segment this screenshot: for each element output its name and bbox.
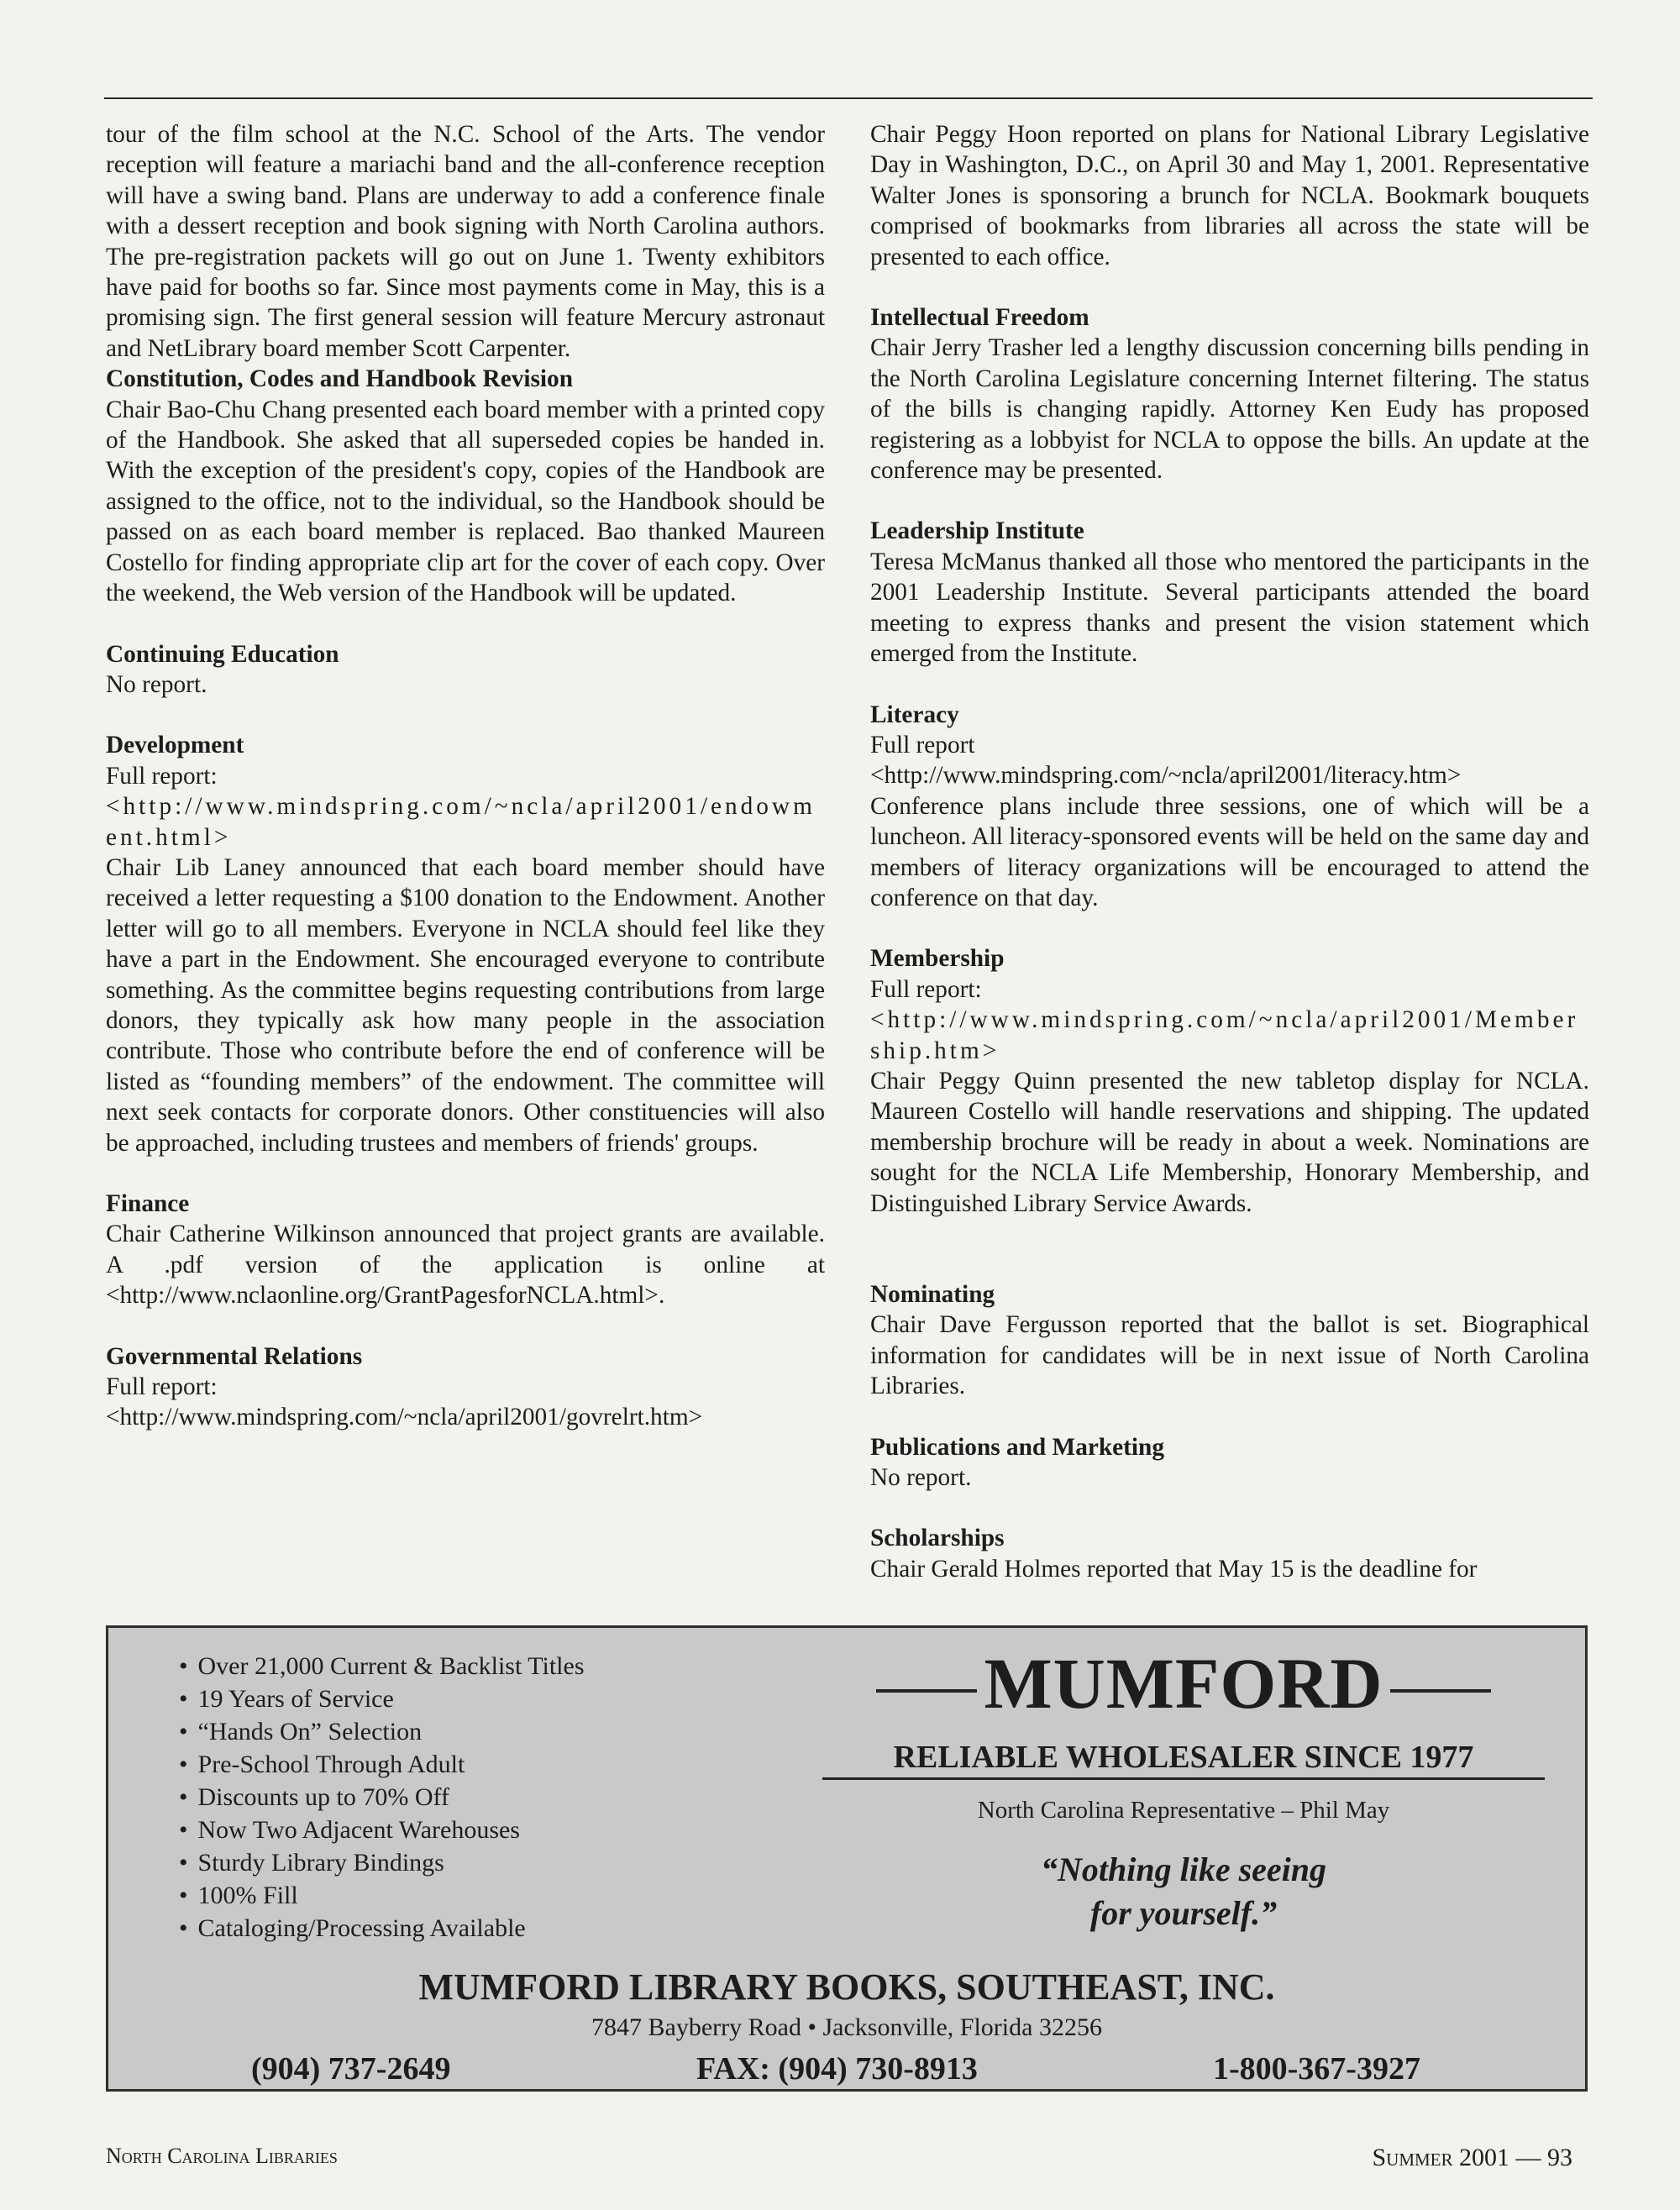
paragraph: <http://www.mindspring.com/~ncla/april2001/literacy.htm> (870, 762, 1462, 790)
footer-journal: North Carolina Libraries (106, 2144, 338, 2168)
ad-company: MUMFORD LIBRARY BOOKS, SOUTHEAST, INC. (418, 1966, 1275, 2008)
footer-separator: — (1515, 2144, 1541, 2171)
page-number: 93 (1547, 2144, 1572, 2171)
paragraph: tour of the film school at the N.C. School of the Arts. The vendor reception will feature a mariachi band and the all-conference reception will have a swing band. Plans are underway to add a conference finale with a dessert reception and book signing with North Carolina authors. The pre-registration packets will go out on June 1. Twenty exhibitors have paid for booths so far. Since most payments come in May, this is a promising sign. The first general session will feature Mercury astronaut and NetLibrary board member Scott Carpenter. (106, 121, 825, 362)
section-gap (106, 1311, 825, 1341)
section-heading: Finance (106, 1190, 190, 1217)
ad-feature-item: • Pre-School Through Adult (179, 1748, 585, 1781)
footer-issue: Summer 2001 (1372, 2144, 1509, 2171)
section-heading: Development (106, 732, 244, 759)
ad-feature-item: • Cataloging/Processing Available (179, 1912, 585, 1945)
ad-tagline: RELIABLE WHOLESALER SINCE 1977 (893, 1740, 1474, 1775)
footer-issue-page (1372, 2144, 1572, 2172)
paragraph: Full report: (106, 1373, 218, 1401)
left-column (106, 119, 825, 1433)
ad-feature-item: • “Hands On” Selection (179, 1715, 585, 1748)
section-heading: Continuing Education (106, 640, 339, 668)
paragraph: Full report: (870, 975, 982, 1003)
ad-feature-item: • Sturdy Library Bindings (179, 1846, 585, 1879)
ad-feature-item: • Over 21,000 Current & Backlist Titles (179, 1650, 585, 1682)
paragraph: Chair Lib Laney announced that each board member should have received a letter requesting a $100 donation to the Endowment. Another letter will go to all members. Everyone in NCLA should feel like they have a part in the Endowment. She encouraged everyone to contribute something. As the committee begins requesting contributions from large donors, they typically ask how many people in the association contribute. Those who contribute before the end of conference will be listed as “founding members” of the endowment. The committee will next seek contacts for corporate donors. Other constituencies will also be approached, including trustees and members of friends' groups. (106, 853, 825, 1157)
section-gap (870, 669, 1589, 700)
ad-feature-item: • Discounts up to 70% Off (179, 1781, 585, 1814)
section-heading: Intellectual Freedom (870, 304, 1089, 332)
section-heading: Constitution, Codes and Handbook Revision (106, 365, 573, 393)
section-heading: Governmental Relations (106, 1342, 363, 1370)
section-heading: Nominating (870, 1281, 995, 1308)
section-gap (870, 1493, 1589, 1523)
brand-left-rule (876, 1689, 977, 1693)
paragraph: Chair Gerald Holmes reported that May 15 is the deadline for (870, 1555, 1478, 1583)
paragraph: Full report: (106, 762, 218, 790)
report-url: <http://www.mindspring.com/~ncla/april2001/Membership.htm> (870, 1006, 1579, 1064)
ad-motto-line1: “Nothing like seeing (1040, 1850, 1327, 1888)
paragraph: Chair Dave Fergusson reported that the ballot is set. Biographical information for candidates will be in next issue of North Carolina Libraries. (870, 1311, 1589, 1400)
ad-representative: North Carolina Representative – Phil May (977, 1797, 1390, 1824)
paragraph: Full report (870, 731, 975, 759)
section-gap (870, 486, 1589, 516)
section-heading: Publications and Marketing (870, 1433, 1164, 1461)
tagline-rule (822, 1777, 1545, 1780)
ad-feature-item: • Now Two Adjacent Warehouses (179, 1814, 585, 1846)
section-gap (106, 609, 825, 639)
section-gap (870, 1249, 1589, 1279)
mumford-advertisement (106, 1625, 1588, 2092)
section-heading: Leadership Institute (870, 517, 1084, 545)
section-gap (106, 700, 825, 730)
paragraph: No report. (106, 670, 207, 698)
paragraph: Chair Peggy Hoon reported on plans for National Library Legislative Day in Washington, D.C., on April 30 and May 1, 2001. Representative Walter Jones is sponsoring a brunch for NCLA. Bookmark bouquets comprised of bookmarks from libraries all across the state will be presented to each office. (870, 121, 1589, 270)
ad-fax: FAX: (904) 730-8913 (696, 2051, 978, 2087)
ad-motto (797, 1848, 1570, 1935)
paragraph: No report. (870, 1464, 972, 1492)
ad-feature-list (179, 1650, 585, 1945)
report-url: <http://www.mindspring.com/~ncla/april2001/endowment.html> (106, 793, 816, 851)
ad-brand (797, 1643, 1570, 1724)
section-gap (106, 1158, 825, 1189)
ad-feature-item: • 100% Fill (179, 1879, 585, 1912)
section-gap (870, 272, 1589, 302)
section-gap (870, 1219, 1589, 1249)
section-heading: Scholarships (870, 1525, 1005, 1552)
ad-brand-name: MUMFORD (984, 1643, 1383, 1724)
section-heading: Literacy (870, 701, 959, 728)
paragraph: Chair Jerry Trasher led a lengthy discussion concerning bills pending in the North Carolina Legislature concerning Internet filtering. The status of the bills is changing rapidly. Attorney Ken Eudy has proposed registering as a lobbyist for NCLA to oppose the bills. An update at the conference may be presented. (870, 334, 1589, 485)
paragraph: Chair Bao-Chu Chang presented each board member with a printed copy of the Handbook. She asked that all superseded copies be handed in. With the exception of the president's copy, copies of the Handbook are assigned to the office, not to the individual, so the Handbook should be passed on as each board member is replaced. Bao thanked Maureen Costello for finding appropriate clip art for the cover of each copy. Over the weekend, the Web version of the Handbook will be updated. (106, 396, 825, 607)
ad-feature-item: • 19 Years of Service (179, 1682, 585, 1715)
ad-motto-line2: for yourself.” (1089, 1894, 1278, 1932)
paragraph: Chair Peggy Quinn presented the new tabletop display for NCLA. Maureen Costello will handle reservations and shipping. The updated membership brochure will be ready in about a week. Nominations are sought for the NCLA Life Membership, Honorary Membership, and Distinguished Library Service Awards. (870, 1067, 1589, 1217)
brand-right-rule (1390, 1689, 1491, 1693)
right-column (870, 119, 1589, 1584)
paragraph: Teresa McManus thanked all those who mentored the participants in the 2001 Leadership Institute. Several participants attended the board meeting to express thanks and present the vision statement which emerged from the Institute. (870, 548, 1589, 668)
section-gap (870, 913, 1589, 943)
top-rule (104, 97, 1593, 99)
ad-address: 7847 Bayberry Road • Jacksonville, Florida 32256 (591, 2013, 1102, 2041)
section-gap (870, 1402, 1589, 1432)
paragraph: Chair Catherine Wilkinson announced that project grants are available. A .pdf version of the application is online at <http://www.nclaonline.org/GrantPagesforNCLA.html>. (106, 1220, 825, 1310)
section-heading: Membership (870, 945, 1005, 973)
ad-phone: (904) 737-2649 (251, 2051, 451, 2087)
ad-tollfree: 1-800-367-3927 (1213, 2051, 1420, 2087)
paragraph: <http://www.mindspring.com/~ncla/april2001/govrelrt.htm> (106, 1404, 703, 1431)
paragraph: Conference plans include three sessions, one of which will be a luncheon. All literacy-sponsored events will be held on the same day and members of literacy organizations will be encouraged to attend the conference on that day. (870, 792, 1589, 911)
ad-brand-block (797, 1643, 1570, 1935)
